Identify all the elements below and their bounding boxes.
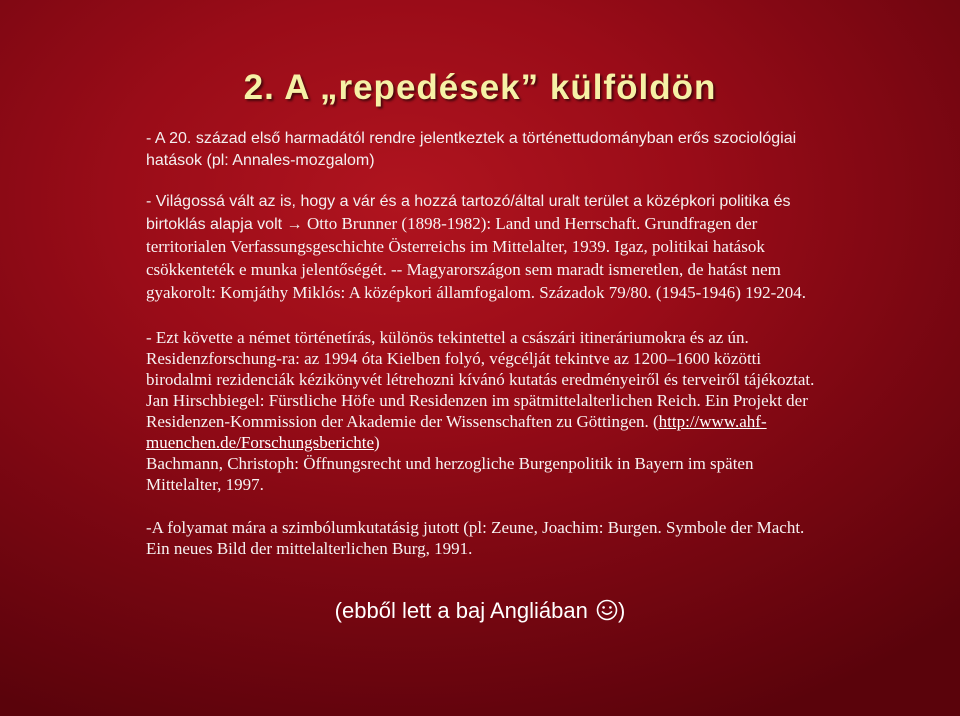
ahf-muenchen-link[interactable]: http://www.ahf-muenchen.de/Forschungsberichte — [146, 412, 767, 452]
paragraph-brunner — [146, 191, 826, 305]
paragraph-residenzforschung-close: ) — [374, 433, 380, 452]
paragraph-annales: - A 20. század első harmadától rendre jelentkeztek a történettudományban erős szociológiai hatások (pl: Annales-mozgalom) — [146, 130, 797, 169]
spacer — [146, 305, 826, 327]
slide-title: 2. A „repedések” külföldön — [243, 68, 717, 107]
paragraph-symbolism: -A folyamat mára a szimbólumkutatásig jutott (pl: Zeune, Joachim: Burgen. Symbole der Macht. Ein neues Bild der mittelalterlichen Burg, 1991. — [146, 518, 805, 558]
closing-remark-end: ) — [618, 598, 626, 623]
smiley-icon — [596, 599, 618, 627]
paragraph-residenzforschung-text: - Ezt követte a német történetírás, különös tekintettel a császári itineráriumokra és az ún. Residenzforschung-ra: az 1994 óta Kielben folyó, végcélját tekintve az 1200–1600 közötti birodalmi rezidenciák kézikönyvét létrehozni kívánó kutatás eredményeiről és terveiről tájékoztat. Jan Hirschbiegel: Fürstliche Höfe und Residenzen im spätmittelalterlichen Reich. Ein Projekt der Residenzen-Kommission der Akademie der Wissenschaften zu Göttingen. ( — [146, 328, 815, 431]
closing-remark-text: (ebből lett a baj Angliában — [334, 598, 588, 623]
paragraph-brunner-references: Otto Brunner (1898-1982): Land und Herrschaft. Grundfragen der territorialen Verfassungsgeschichte Österreichs im Mittelalter, 1939. Igaz, politikai hatások csökkenteték e munka jelentőségét. -- Magyarországon sem maradt ismeretlen, de hatást nem gyakorolt: Komjáthy Miklós: A középkori államfogalom. Századok 79/80. (1945-1946) 192-204. — [146, 214, 807, 302]
spacer — [146, 495, 826, 517]
spacer — [146, 172, 826, 191]
paragraph-bachmann: Bachmann, Christoph: Öffnungsrecht und herzogliche Burgenpolitik in Bayern im späten Mittelalter, 1997. — [146, 454, 754, 494]
closing-remark — [0, 598, 960, 627]
arrow-right-icon: → — [286, 216, 303, 233]
paragraph-brunner-intro: - Világossá vált az is, hogy a vár és a hozzá tartozó/által uralt terület a középkori politika és birtoklás alapja volt — [146, 193, 791, 233]
paragraph-residenzforschung — [146, 327, 826, 453]
slide-body — [146, 128, 826, 559]
